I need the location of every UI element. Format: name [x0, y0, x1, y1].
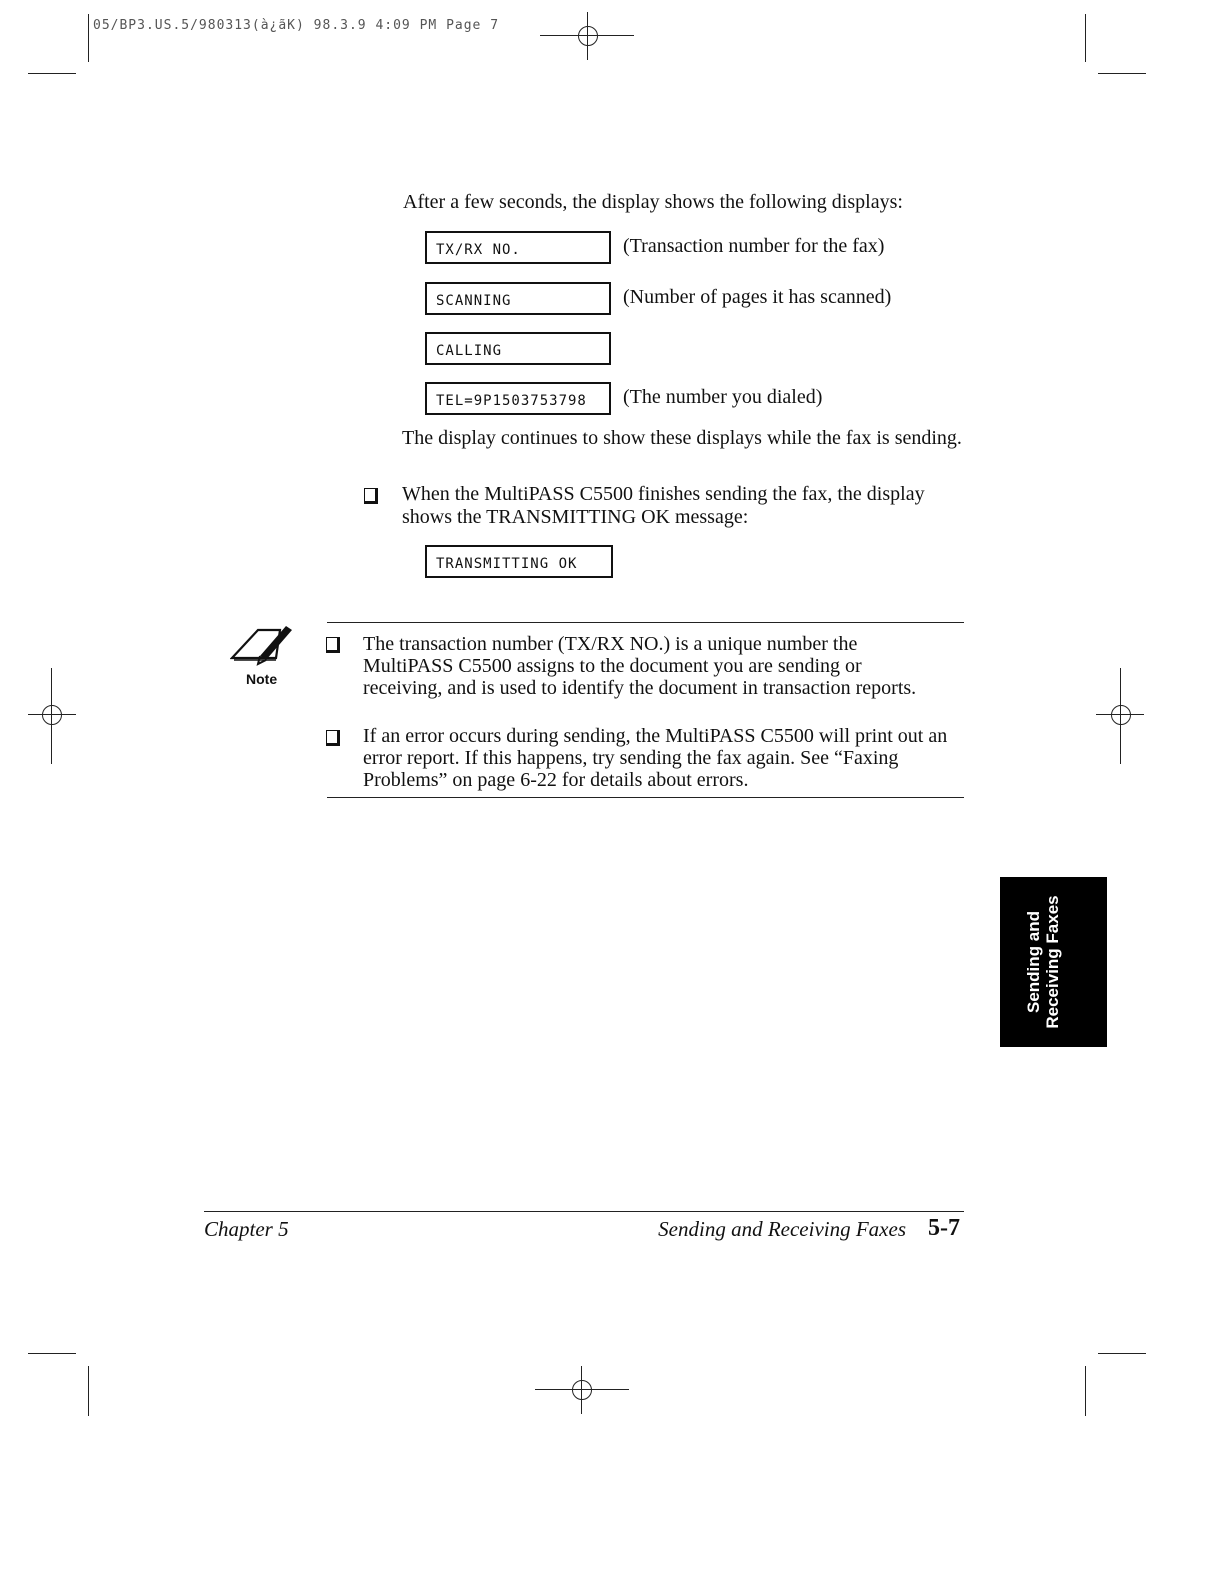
footer-page-number: 5-7 [928, 1215, 960, 1241]
footer-rule [204, 1211, 964, 1212]
printer-slug: 05/BP3.US.5/980313(à¿ãK) 98.3.9 4:09 PM Page 7 [93, 18, 500, 33]
note-item-2: If an error occurs during sending, the MultiPASS C5500 will print out an error report. If this happens, try sending the fax again. See “Faxing Problems” on page 6-22 for details about errors. [363, 725, 948, 791]
note-pencil-icon [230, 624, 294, 672]
note-top-rule [327, 622, 964, 623]
lcd-display-txrx: TX/RX NO. [425, 231, 611, 264]
intro-text: After a few seconds, the display shows the following displays: [403, 191, 903, 213]
chapter-tab-label: Sending and Receiving Faxes [1024, 895, 1062, 1029]
bullet-text: When the MultiPASS C5500 finishes sending the fax, the display shows the TRANSMITTING OK message: [402, 483, 925, 528]
note-checkbox-icon [326, 637, 340, 653]
continue-text: The display continues to show these displays while the fax is sending. [402, 427, 962, 449]
note-label: Note [246, 671, 278, 687]
lcd-display-calling: CALLING [425, 332, 611, 365]
footer-section: Sending and Receiving Faxes [658, 1217, 906, 1241]
lcd-display-transmitting: TRANSMITTING OK [425, 545, 613, 578]
checkbox-icon [364, 488, 378, 504]
note-bottom-rule [327, 797, 964, 798]
lcd-display-scanning: SCANNING [425, 282, 611, 315]
lcd-caption-tel: (The number you dialed) [623, 386, 823, 408]
footer-chapter: Chapter 5 [204, 1217, 289, 1241]
note-item-1: The transaction number (TX/RX NO.) is a unique number the MultiPASS C5500 assigns to the document you are sending or receiving, and is used to identify the document in transaction reports. [363, 633, 917, 699]
lcd-display-tel: TEL=9P1503753798 [425, 382, 611, 415]
note-checkbox-icon [326, 730, 340, 746]
lcd-caption-txrx: (Transaction number for the fax) [623, 235, 885, 257]
lcd-caption-scanning: (Number of pages it has scanned) [623, 286, 892, 308]
